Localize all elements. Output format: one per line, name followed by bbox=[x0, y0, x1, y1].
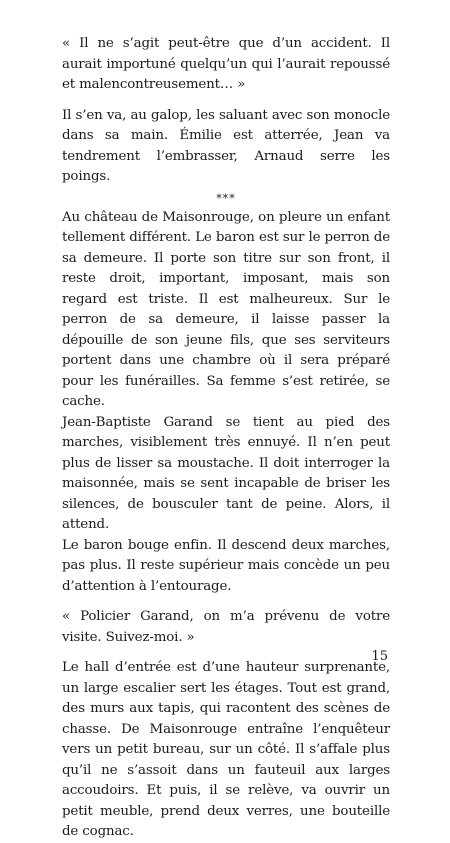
paragraph-baron-moves: Le baron bouge enfin. Il descend deux marches, pas plus. Il reste supérieur mais concède un peu d’attention à l’entourage. bbox=[62, 537, 390, 594]
section-separator: *** bbox=[216, 191, 236, 205]
page-number: 15 bbox=[371, 649, 388, 664]
paragraph-chateau: Au château de Maisonrouge, on pleure un enfant tellement différent. Le baron est sur le perron de sa demeure. Il porte son titre sur son front, il reste droit, important, imposant, mais son regard est triste. Il est malheureux. Sur le perron de sa demeure, il laisse passer la dépouille de son jeune fils, que ses serviteurs portent dans une chambre où il sera préparé pour les funérailles. Sa femme s’est retirée, se cache. bbox=[62, 209, 390, 409]
paragraph-dialogue-policier: « Policier Garand, on m’a prévenu de votre visite. Suivez-moi. » bbox=[62, 609, 390, 645]
paragraph-hall: Le hall d’entrée est d’une hauteur surprenante, un large escalier sert les étages. Tout est grand, des murs aux tapis, qui racontent des scènes de chasse. De Maisonrouge entraîne l’enquêteur vers un petit bureau, sur un côté. Il s’affale plus qu’il ne s’assoit dans un fauteuil aux larges accoudoirs. Et puis, il se relève, va ouvrir un petit meuble, prend deux verres, une bouteille de cognac. bbox=[62, 660, 390, 839]
page-text bbox=[62, 34, 390, 843]
paragraph-dialogue-accident: « Il ne s’agit peut-être que d’un accident. Il aurait importuné quelqu’un qui l’aurait repoussé et malencontreusement… » bbox=[62, 36, 390, 92]
paragraph-garand: Jean-Baptiste Garand se tient au pied des marches, visiblement très ennuyé. Il n’en peut plus de lisser sa moustache. Il doit interroger la maisonnée, mais se sent incapable de briser les silences, de bousculer tant de peine. Alors, il attend. bbox=[62, 414, 390, 532]
paragraph-departure: Il s’en va, au galop, les saluant avec son monocle dans sa main. Émilie est atterrée, Jean va tendrement l’embrasser, Arnaud serre les poings. bbox=[62, 107, 390, 184]
